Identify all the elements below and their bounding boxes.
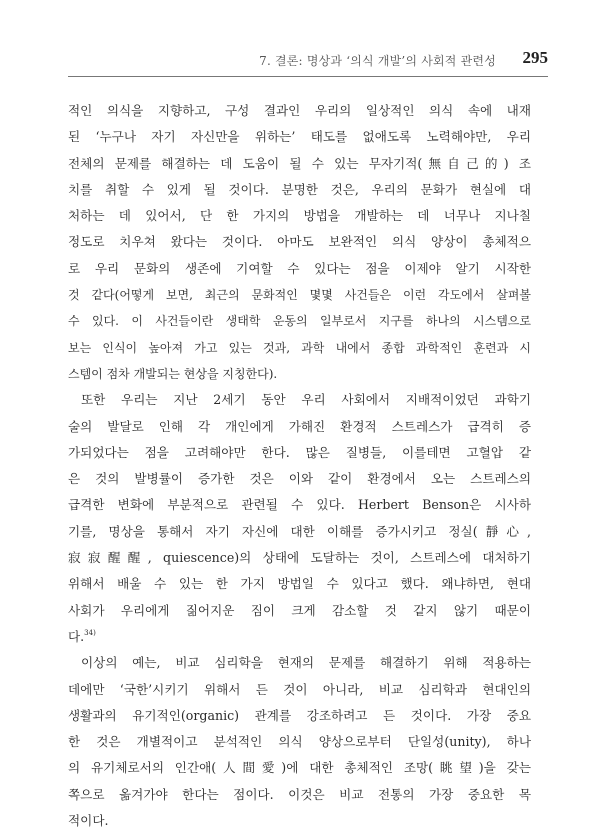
text-line: 스템이 점차 개발되는 현상을 지칭한다).	[68, 366, 278, 381]
text-line: 된 ‘누구나 자기 자신만을 위하는’ 태도를 없애도록 노력해야만, 우리	[68, 129, 531, 145]
text-line: 가되었다는 점을 고려해야만 한다. 많은 질병들, 이를테면 고혈압 같	[68, 444, 531, 460]
paragraph-2	[68, 387, 531, 650]
chapter-title: 7. 결론: 명상과 ‘의식 개발’의 사회적 관련성	[259, 54, 496, 68]
footnote-marker: 34)	[84, 628, 96, 637]
text-line: 寂寂醒醒, quiescence)의 상태에 도달하는 것이, 스트레스에 대처하기	[68, 550, 531, 566]
text-line: 적이다.	[68, 813, 109, 829]
text-line: 위해서 배울 수 있는 한 가지 방법일 수 있다고 했다. 왜냐하면, 현대	[68, 576, 531, 592]
text-line: 전체의 문제를 해결하는 데 도움이 될 수 있는 무자기적(無自己的) 조	[68, 155, 531, 171]
text-line: 술의 발달로 인해 각 개인에게 가해진 환경적 스트레스가 급격히 증	[68, 418, 531, 434]
text-line: 한 것은 개별적이고 분석적인 의식 양상으로부터 단일성(unity), 하나	[68, 734, 531, 750]
text-line: 또한 우리는 지난 2세기 동안 우리 사회에서 지배적이었던 과학기	[81, 392, 531, 408]
text-line: 이상의 예는, 비교 심리학을 현재의 문제를 해결하기 위해 적용하는	[81, 655, 531, 671]
text-line: 은 것의 발병률이 증가한 것은 이와 같이 환경에서 오는 스트레스의	[68, 471, 531, 487]
page-number: 295	[522, 48, 548, 67]
running-header	[68, 48, 548, 77]
body-text	[68, 98, 531, 834]
text-line: 수 있다. 이 사건들이란 생태학 운동의 일부로서 지구를 하나의 시스템으로	[68, 314, 531, 329]
text-line: 로 우리 문화의 생존에 기여할 수 있다는 점을 이제야 알기 시작한	[68, 260, 531, 276]
text-line: 것 같다(어떻게 보면, 최근의 문화적인 몇몇 사건들은 이런 각도에서 살펴볼	[68, 288, 531, 303]
text-line: 적인 의식을 지향하고, 구성 결과인 우리의 일상적인 의식 속에 내재	[68, 103, 531, 118]
text-line	[68, 624, 531, 650]
text-line: 생활과의 유기적인(organic) 관계를 강조하려고 든 것이다. 가장 중요	[68, 707, 531, 723]
text-line: 기를, 명상을 통해서 자기 자신에 대한 이해를 증가시키고 정실(靜心,	[68, 523, 531, 539]
text-line: 데에만 ‘국한’시키기 위해서 든 것이 아니라, 비교 심리학과 현대인의	[68, 681, 531, 697]
text-fragment: 다.	[68, 628, 85, 644]
text-line: 급격한 변화에 부분적으로 관련될 수 있다. Herbert Benson은 시사하	[68, 497, 531, 513]
text-line: 보는 인식이 높아져 가고 있는 것과, 과학 내에서 종합 과학적인 훈련과 시	[68, 340, 531, 355]
text-line: 치를 취할 수 있게 될 것이다. 분명한 것은, 우리의 문화가 현실에 대	[68, 181, 531, 197]
text-line: 처하는 데 있어서, 단 한 가지의 방법을 개발하는 데 너무나 지나칠	[68, 208, 531, 224]
text-line: 정도로 치우쳐 왔다는 것이다. 아마도 보완적인 의식 양상이 총체적으	[68, 234, 531, 250]
text-line: 쪽으로 옮겨가야 한다는 점이다. 이것은 비교 전통의 가장 중요한 목	[68, 786, 531, 802]
text-line: 사회가 우리에게 짊어지운 짐이 크게 감소할 것 같지 않기 때문이	[68, 602, 531, 618]
paragraph-1	[68, 98, 531, 387]
text-line: 의 유기체로서의 인간애(人間愛)에 대한 총체적인 조망(眺望)을 갖는	[68, 760, 531, 776]
paragraph-3	[68, 650, 531, 834]
